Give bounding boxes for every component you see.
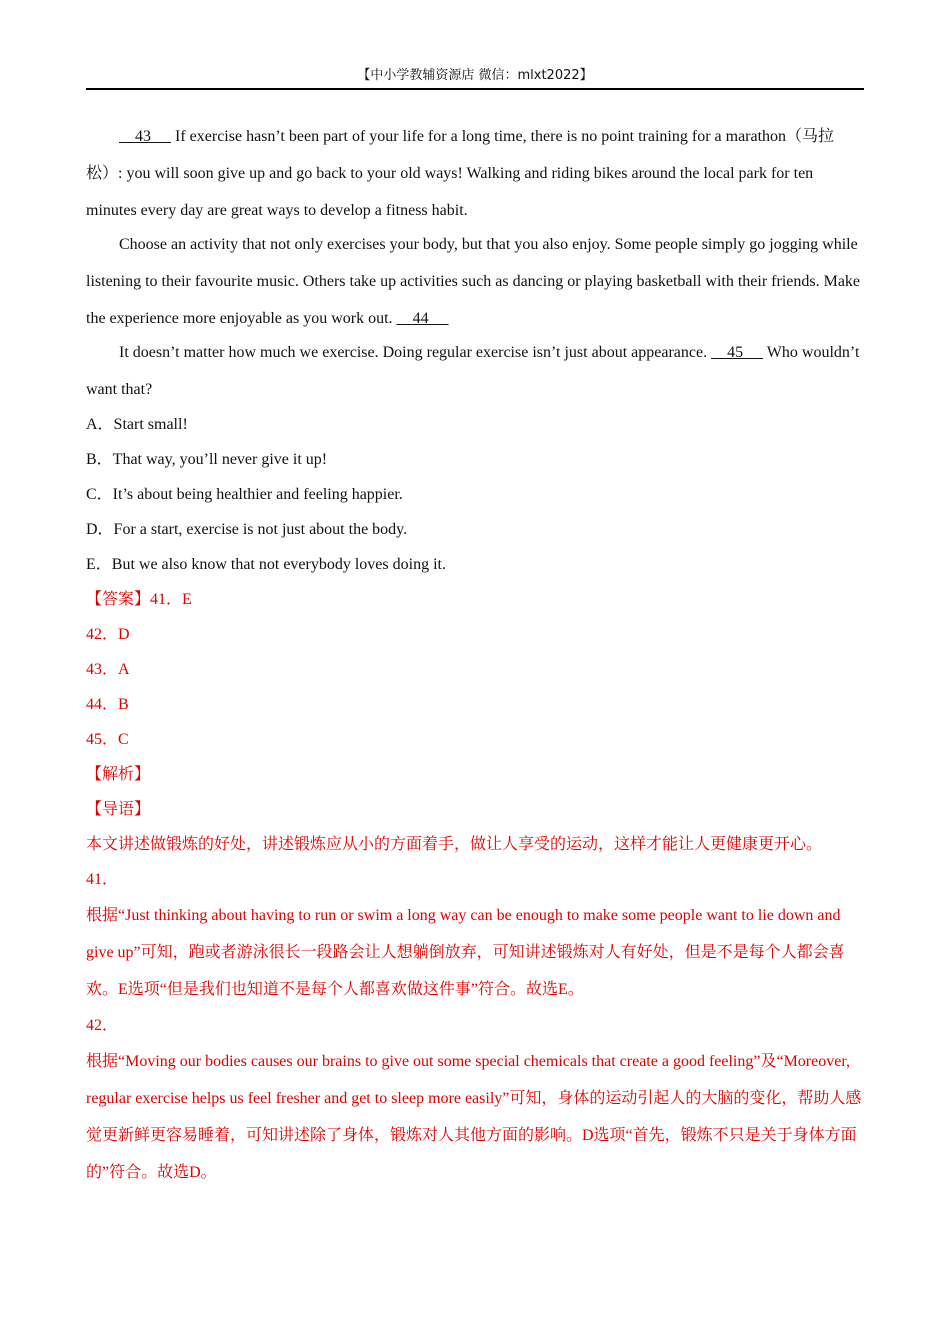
answer-43: 43．A bbox=[86, 661, 130, 678]
option-e: E．But we also know that not everybody loves doing it. bbox=[86, 556, 446, 573]
answer-45: 45．C bbox=[86, 731, 129, 748]
q42-label: 42． bbox=[86, 1017, 119, 1034]
option-d: D．For a start, exercise is not just about the body. bbox=[86, 521, 408, 538]
paragraph-tail: Who wouldn’t want that? bbox=[86, 344, 860, 398]
analysis-label: 【解析】 bbox=[86, 766, 151, 783]
document-body bbox=[86, 118, 864, 1191]
option-b: B．That way, you’ll never give it up! bbox=[86, 451, 328, 468]
answer-44: 44．B bbox=[86, 696, 129, 713]
q42-explanation: 根据“Moving our bodies causes our brains to give out some special chemicals that create a good feeling”及“Moreover, regular exercise helps us feel fresher and get to sleep more easily”可知，身体的运动引起人的大脑的变化，帮助人感觉更新鲜更容易睡着，可知讲述除了身体，锻炼对人其他方面的影响。D选项“首先，锻炼不只是关于身体方面的”符合。故选D。 bbox=[86, 1053, 862, 1181]
passage-paragraph bbox=[86, 334, 864, 408]
intro-text: 本文讲述做锻炼的好处，讲述锻炼应从小的方面着手，做让人享受的运动，这样才能让人更健康更开心。 bbox=[86, 836, 823, 853]
q41-label: 41． bbox=[86, 871, 119, 888]
intro-label: 【导语】 bbox=[86, 801, 151, 818]
blank-44: 44 bbox=[396, 310, 449, 327]
paragraph-text: If exercise hasn’t been part of your life for a long time, there is no point training for a marathon（马拉松）: you will soon give up and go back to your old ways! Walking and riding bikes around the local park for ten minutes every day are great ways to develop a fitness habit. bbox=[86, 128, 835, 219]
answer-41: 41．E bbox=[150, 591, 192, 608]
passage-paragraph bbox=[86, 226, 864, 337]
option-a: A．Start small! bbox=[86, 416, 188, 433]
answer-line bbox=[86, 582, 864, 617]
option-c: C．It’s about being healthier and feeling happier. bbox=[86, 486, 403, 503]
q41-explanation: 根据“Just thinking about having to run or swim a long way can be enough to make some people want to lie down and give up”可知，跑或者游泳很长一段路会让人想躺倒放弃，可知讲述锻炼对人有好处，但是不是每个人都会喜欢。E选项“但是我们也知道不是每个人都喜欢做这件事”符合。故选E。 bbox=[86, 907, 845, 998]
page-header: 【中小学教辅资源店 微信：mlxt2022】 bbox=[86, 66, 864, 90]
passage-paragraph bbox=[86, 118, 864, 229]
answer-label: 【答案】 bbox=[86, 591, 151, 608]
paragraph-text: Choose an activity that not only exercises your body, but that you also enjoy. Some people simply go jogging while listening to their favourite music. Others take up activities such as dancing or playing basketball with their friends. Make the experience more enjoyable as you work out. bbox=[86, 236, 861, 327]
blank-43: 43 bbox=[119, 128, 171, 145]
blank-45: 45 bbox=[711, 344, 764, 361]
paragraph-text: It doesn’t matter how much we exercise. Doing regular exercise isn’t just about appearance. bbox=[119, 344, 712, 361]
answer-42: 42．D bbox=[86, 626, 130, 643]
